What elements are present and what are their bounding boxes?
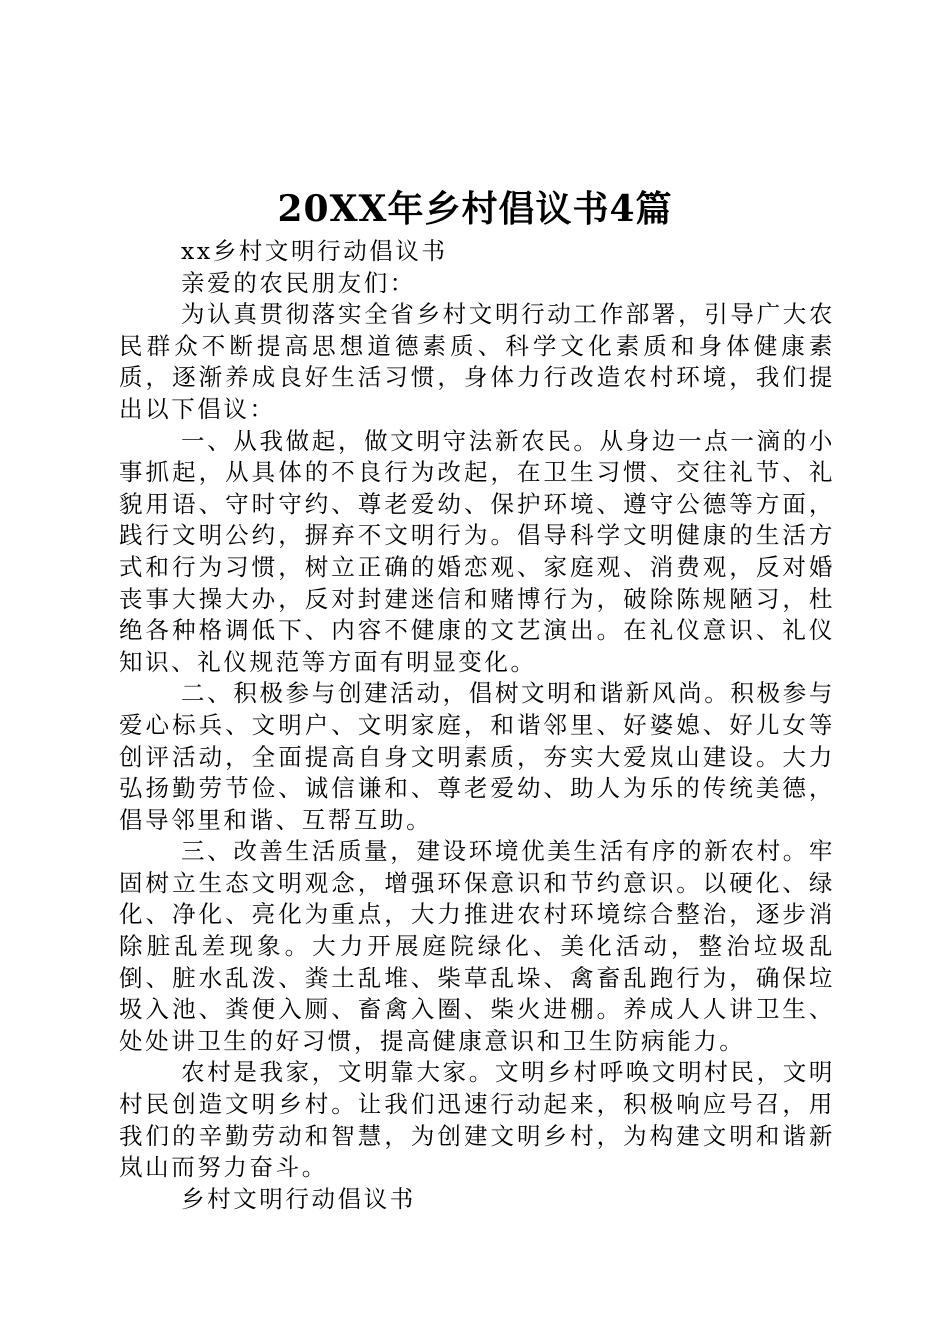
salutation: 亲爱的农民朋友们： (181, 268, 416, 297)
closing-paragraph: 农村是我家，文明靠大家。文明乡村呼唤文明村民，文明村民创造文明乡村。让我们迅速行动起来，积极响应号召，用我们的辛勤劳动和智慧，为创建文明乡村，为构建文明和谐新岚山而努力奋斗。 (119, 1058, 835, 1182)
document-body (119, 236, 835, 1215)
document-title: 20XX年乡村倡议书4篇 (277, 188, 673, 230)
intro-paragraph: 为认真贯彻落实全省乡村文明行动工作部署，引导广大农民群众不断提高思想道德素质、科学文化素质和身体健康素质，逐渐养成良好生活习惯，身体力行改造农村环境，我们提出以下倡议： (119, 300, 835, 423)
proposal-three-paragraph: 三、改善生活质量，建设环境优美生活有序的新农村。牢固树立生态文明观念，增强环保意识和节约意识。以硬化、绿化、净化、亮化为重点，大力推进农村环境综合整治，逐步消除脏乱差现象。大力开展庭院绿化、美化活动，整治垃圾乱倒、脏水乱泼、粪土乱堆、柴草乱垛、禽畜乱跑行为，确保垃圾入池、粪便入厕、畜禽入圈、柴火进棚。养成人人讲卫生、处处讲卫生的好习惯，提高健康意识和卫生防病能力。 (119, 837, 835, 1055)
next-section-heading: 乡村文明行动倡议书 (181, 1184, 416, 1213)
proposal-one-paragraph: 一、从我做起，做文明守法新农民。从身边一点一滴的小事抓起，从具体的不良行为改起，在卫生习惯、交往礼节、礼貌用语、守时守约、尊老爱幼、保护环境、遵守公德等方面，践行文明公约，摒弃不文明行为。倡导科学文明健康的生活方式和行为习惯，树立正确的婚恋观、家庭观、消费观，反对婚丧事大操大办，反对封建迷信和赌博行为，破除陈规陋习，杜绝各种格调低下、内容不健康的文艺演出。在礼仪意识、礼仪知识、礼仪规范等方面有明显变化。 (119, 426, 835, 676)
section-heading: xx乡村文明行动倡议书 (181, 237, 448, 265)
proposal-two-paragraph: 二、积极参与创建活动，倡树文明和谐新风尚。积极参与爱心标兵、文明户、文明家庭，和谐邻里、好婆媳、好儿女等创评活动，全面提高自身文明素质，夯实大爱岚山建设。大力弘扬勤劳节俭、诚信谦和、尊老爱幼、助人为乐的传统美德，倡导邻里和谐、互帮互助。 (119, 679, 835, 834)
